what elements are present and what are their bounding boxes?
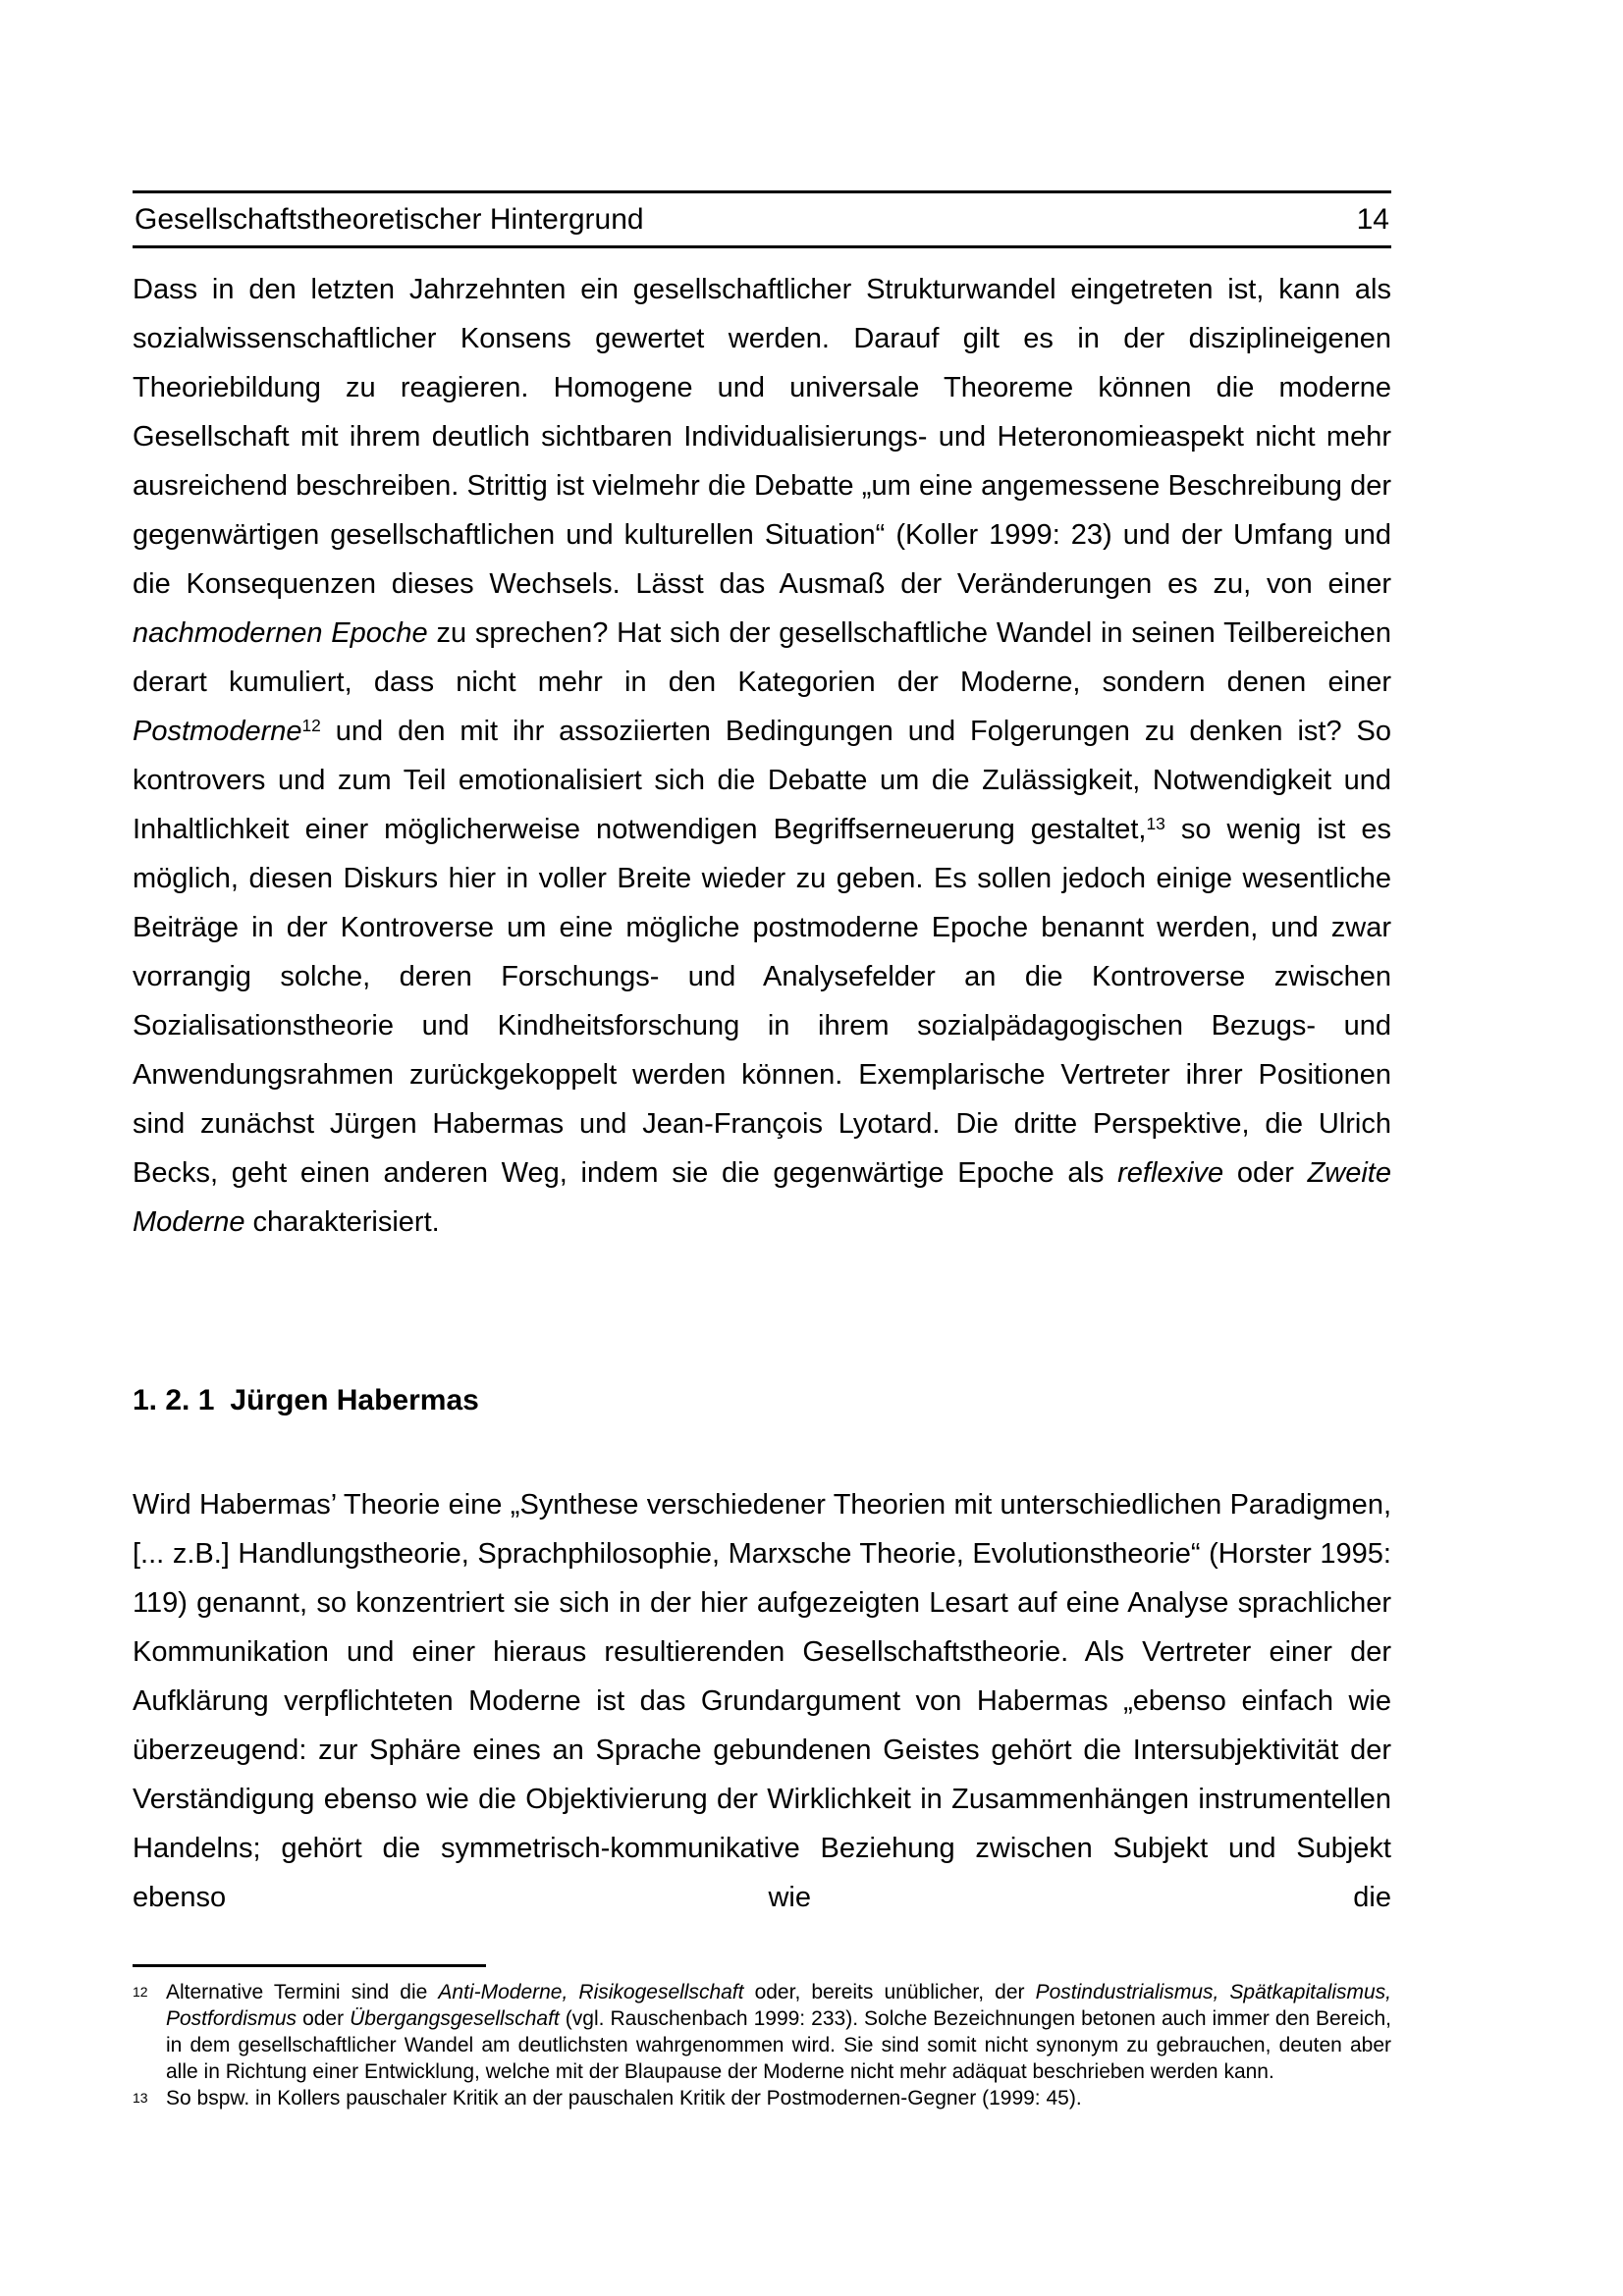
section-title: Jürgen Habermas xyxy=(230,1384,479,1416)
section-number: 1. 2. 1 xyxy=(133,1384,215,1416)
paragraph-structural-change xyxy=(133,265,1391,1247)
footnote-reference: 13 xyxy=(1146,814,1165,834)
footnote-reference: 12 xyxy=(301,716,321,736)
footnote-12-text xyxy=(166,1979,1391,2085)
footnote-13-number: 13 xyxy=(133,2090,148,2106)
text-run: charakterisiert. xyxy=(244,1206,440,1238)
footnote-12-number: 12 xyxy=(133,1984,148,2000)
text-run: oder xyxy=(1223,1157,1308,1189)
emphasized-text: nachmodernen Epoche xyxy=(133,617,428,649)
running-header-title: Gesellschaftstheoretischer Hintergrund xyxy=(135,202,644,236)
footnote-13 xyxy=(133,2085,1391,2111)
text-block xyxy=(133,0,1391,2296)
page-number: 14 xyxy=(1356,202,1389,236)
emphasized-text: Postmoderne xyxy=(133,716,302,747)
footnote-12 xyxy=(133,1979,1391,2085)
emphasized-text: Übergangsgesellschaft xyxy=(350,2007,560,2030)
text-run: Alternative Termini sind die xyxy=(166,1981,439,2003)
paragraph-habermas-theory xyxy=(133,1480,1391,1922)
text-run: und den mit ihr assoziierten Bedingungen und Folgerungen zu denken ist? So kontrovers und zum Teil emotionalisiert sich die Debatte um die Zulässigkeit, Notwendigkeit und Inhaltlichkeit einer möglicherweise notwendigen Begriffserneuerung gestaltet, xyxy=(133,716,1391,845)
emphasized-text: Anti-Moderne, Risikogesellschaft xyxy=(438,1981,744,2003)
footnote-13-text xyxy=(166,2085,1391,2111)
footnotes-section xyxy=(133,1979,1391,2111)
text-run: oder, bereits unüblicher, der xyxy=(743,1981,1036,2003)
text-run: oder xyxy=(297,2007,351,2030)
text-run: so wenig ist es möglich, diesen Diskurs hier in voller Breite wieder zu geben. Es sollen jedoch einige wesentliche Beiträge in der Kontroverse um eine mögliche postmoderne Epoche benannt werden, und zwar vorrangig solche, deren Forschungs- und Analysefelder an die Kontroverse zwischen Sozialisationstheorie und Kindheitsforschung in ihrem sozialpädagogischen Bezugs- und Anwendungsrahmen zurückgekoppelt werden können. Exemplarische Vertreter ihrer Positionen sind zunächst Jürgen Habermas und Jean-François Lyotard. Die dritte Perspektive, die Ulrich Becks, geht einen anderen Weg, indem sie die gegenwärtige Epoche als xyxy=(133,814,1392,1189)
section-heading xyxy=(133,1379,1391,1422)
running-header xyxy=(133,190,1391,248)
text-run: zu sprechen? Hat sich der gesellschaftliche Wandel in seinen Teilbereichen derart kumuliert, dass nicht mehr in den Kategorien der Moderne, sondern denen einer xyxy=(133,617,1391,698)
text-run: (vgl. Rauschenbach 1999: 233). Solche Bezeichnungen betonen auch immer den Bereich, in dem gesellschaftlicher Wandel am deutlichsten wahrgenommen wird. Sie sind somit nicht synonym zu gebrauchen, deuten aber alle in Richtung einer Entwicklung, welche mit der Blaupause der Moderne nicht mehr adäquat beschrieben werden kann. xyxy=(166,2007,1391,2083)
emphasized-text: reflexive xyxy=(1117,1157,1224,1189)
footnote-separator-rule xyxy=(133,1964,486,1967)
text-run: Dass in den letzten Jahrzehnten ein gesellschaftlicher Strukturwandel eingetreten ist, kann als sozialwissenschaftlicher Konsens gewertet werden. Darauf gilt es in der disziplineigenen Theoriebildung zu reagieren. Homogene und universale Theoreme können die moderne Gesellschaft mit ihrem deutlich sichtbaren Individualisierungs- und Heteronomieaspekt nicht mehr ausreichend beschreiben. Strittig ist vielmehr die Debatte „um eine angemessene Beschreibung der gegenwärtigen gesellschaftlichen und kulturellen Situation“ (Koller 1999: 23) und der Umfang und die Konsequenzen dieses Wechsels. Lässt das Ausmaß der Veränderungen es zu, von einer xyxy=(133,274,1391,600)
emphasized-text: Zweite Moderne xyxy=(133,1157,1391,1238)
text-run: So bspw. in Kollers pauschaler Kritik an der pauschalen Kritik der Postmodernen-Gegner (1999: 45). xyxy=(166,2087,1082,2109)
text-run: Wird Habermas’ Theorie eine „Synthese verschiedener Theorien mit unterschiedlichen Paradigmen, [... z.B.] Handlungstheorie, Sprachphilosophie, Marxsche Theorie, Evolutionstheorie“ (Horster 1995: 119) genannt, so konzentriert sie sich in der hier aufgezeigten Lesart auf eine Analyse sprachlicher Kommunikation und einer hieraus resultierenden Gesellschaftstheorie. Als Vertreter einer der Aufklärung verpflichteten Moderne ist das Grundargument von Habermas „ebenso einfach wie überzeugend: zur Sphäre eines an Sprache gebundenen Geistes gehört die Intersubjektivität der Verständigung ebenso wie die Objektivierung der Wirklichkeit in Zusammenhängen instrumentellen Handelns; gehört die symmetrisch-kommunikative Beziehung zwischen Subjekt und Subjekt ebenso wie die xyxy=(133,1489,1391,1913)
emphasized-text: Postindustrialismus, Spätkapitalismus, Postfordismus xyxy=(166,1981,1391,2030)
